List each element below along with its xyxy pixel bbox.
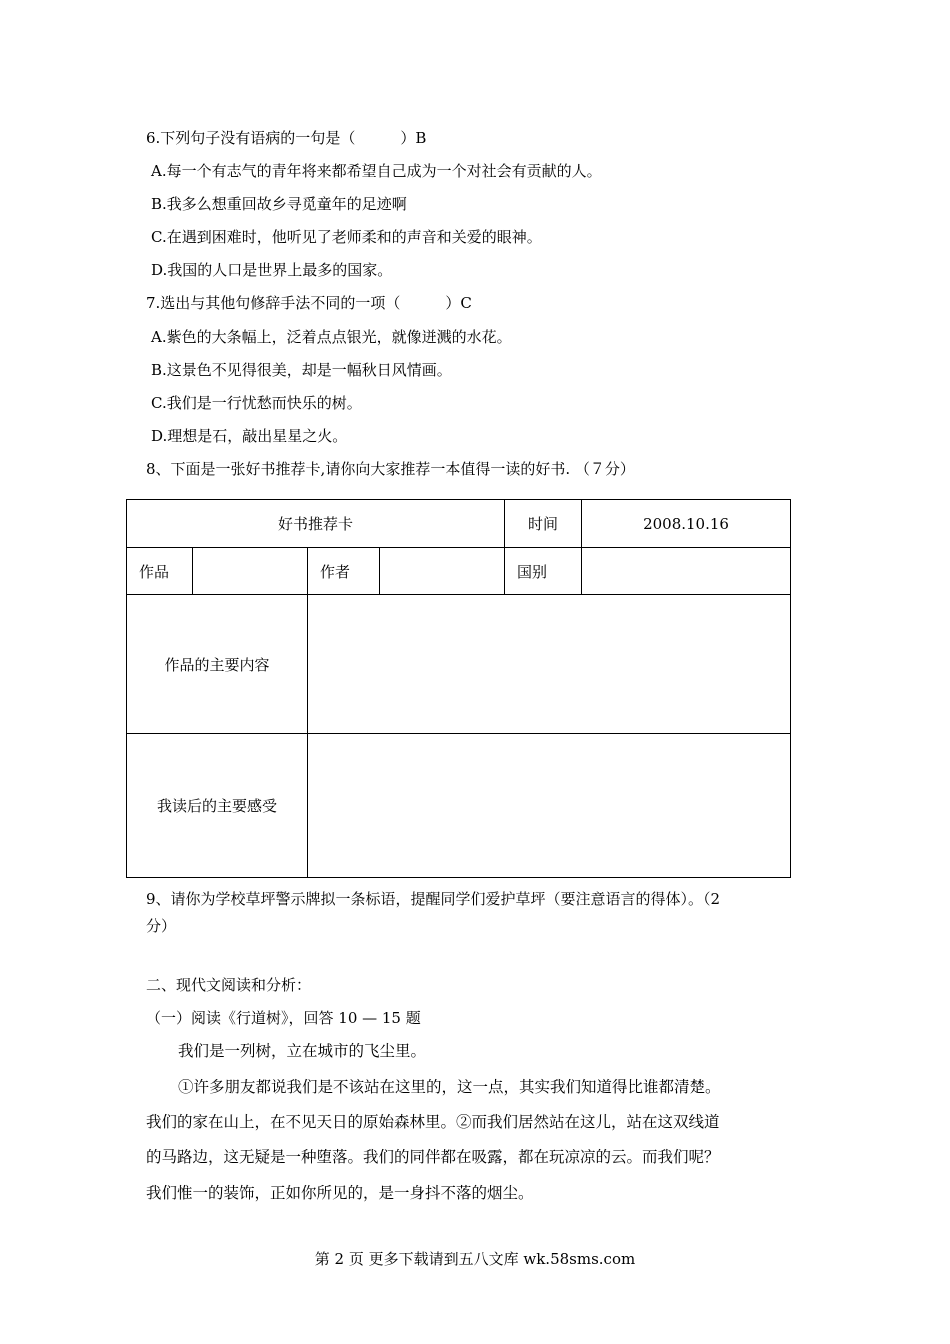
card-work-field[interactable] xyxy=(193,548,308,595)
question-8-stem: 8、下面是一张好书推荐卡,请你向大家推荐一本值得一读的好书. （７分） xyxy=(146,460,635,478)
passage-paragraph-2-line-1: ①许多朋友都说我们是不该站在这里的，这一点，其实我们知道得比谁都清楚。 xyxy=(178,1078,721,1096)
section-2-subheading: （一）阅读《行道树》，回答 10 — 15 题 xyxy=(146,1009,421,1027)
question-9-line-1: 9、请你为学校草坪警示牌拟一条标语，提醒同学们爱护草坪（要注意语言的得体）。（2 xyxy=(146,890,721,908)
question-7-option-b: B.这景色不见得很美，却是一幅秋日风情画。 xyxy=(151,361,452,379)
page-footer: 第 2 页 更多下载请到五八文库 wk.58sms.com xyxy=(314,1250,636,1268)
card-country-label: 国别 xyxy=(505,548,582,595)
question-6-option-a: A.每一个有志气的青年将来都希望自己成为一个对社会有贡献的人。 xyxy=(151,162,602,180)
question-7-option-c: C.我们是一行忧愁而快乐的树。 xyxy=(151,394,362,412)
section-2-heading: 二、现代文阅读和分析： xyxy=(146,976,312,994)
question-7-option-d: D.理想是石，敲出星星之火。 xyxy=(151,427,348,445)
card-time-label: 时间 xyxy=(505,500,582,548)
book-recommendation-card xyxy=(126,499,791,878)
card-country-field[interactable] xyxy=(582,548,791,595)
question-6-option-b: B.我多么想重回故乡寻觅童年的足迹啊 xyxy=(151,195,407,213)
card-author-label: 作者 xyxy=(308,548,380,595)
question-6-stem: 6.下列句子没有语病的一句是（ ）B xyxy=(146,129,427,147)
card-content-label: 作品的主要内容 xyxy=(127,595,308,734)
passage-paragraph-2-line-2: 我们的家在山上，在不见天日的原始森林里。②而我们居然站在这儿，站在这双线道 xyxy=(146,1113,720,1131)
card-title: 好书推荐卡 xyxy=(127,500,505,548)
question-6-option-c: C.在遇到困难时，他听见了老师柔和的声音和关爱的眼神。 xyxy=(151,228,542,246)
card-work-label: 作品 xyxy=(127,548,193,595)
question-7-stem: 7.选出与其他句修辞手法不同的一项（ ）C xyxy=(146,294,472,312)
question-6-option-d: D.我国的人口是世界上最多的国家。 xyxy=(151,261,393,279)
card-feeling-label: 我读后的主要感受 xyxy=(127,734,308,878)
passage-paragraph-2-line-4: 我们惟一的装饰，正如你所见的，是一身抖不落的烟尘。 xyxy=(146,1184,534,1202)
passage-paragraph-2-line-3: 的马路边，这无疑是一种堕落。我们的同伴都在吸露，都在玩凉凉的云。而我们呢？ xyxy=(146,1148,720,1166)
card-feeling-field[interactable] xyxy=(308,734,791,878)
question-7-option-a: A.紫色的大条幅上，泛着点点银光，就像迸溅的水花。 xyxy=(151,328,512,346)
card-content-field[interactable] xyxy=(308,595,791,734)
card-author-field[interactable] xyxy=(380,548,505,595)
passage-paragraph-1: 我们是一列树，立在城市的飞尘里。 xyxy=(178,1042,427,1060)
card-time-value: 2008.10.16 xyxy=(582,500,791,548)
question-9-line-2: 分） xyxy=(146,917,177,935)
